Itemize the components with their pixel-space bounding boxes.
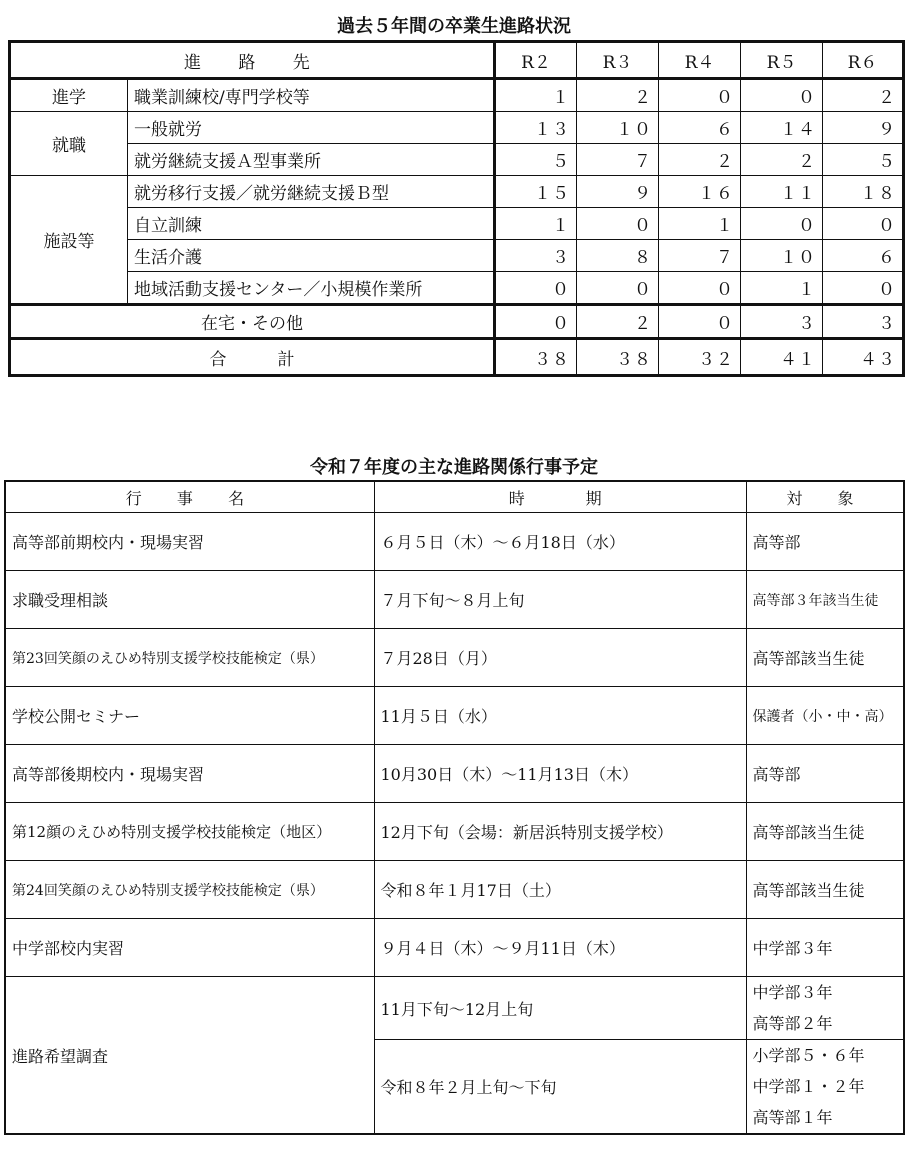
cell-value: ７ (659, 240, 741, 272)
group-shisetsu: 施設等 (10, 176, 128, 305)
event-target: 中学部３年 (746, 919, 904, 977)
cell-value: １８ (823, 176, 904, 208)
survey-period: 11月下旬～12月上旬 (374, 977, 746, 1040)
table-header-row (10, 42, 904, 79)
survey-period: 令和８年２月上旬～下旬 (374, 1040, 746, 1135)
cell-value: ５ (823, 144, 904, 176)
cell-value: ６ (823, 240, 904, 272)
table-row (10, 240, 904, 272)
event-name: 求職受理相談 (5, 571, 374, 629)
cell-value: ０ (659, 272, 741, 305)
cell-value: ２ (577, 79, 659, 112)
table-header-row (5, 481, 904, 513)
event-period: 10月30日（木）～11月13日（木） (374, 745, 746, 803)
cell-value: ０ (741, 208, 823, 240)
survey-target: 小学部５・６年 (752, 1046, 865, 1065)
cell-value: ７ (577, 144, 659, 176)
total-value: ３８ (495, 339, 577, 376)
event-period: ７月28日（月） (374, 629, 746, 687)
table2-title: 令和７年度の主な進路関係行事予定 (310, 457, 598, 478)
row-label: 地域活動支援センター／小規模作業所 (128, 272, 495, 305)
event-header: 行 事 名 (5, 481, 374, 513)
cell-value: ３ (823, 305, 904, 339)
events-table (4, 480, 905, 1135)
cell-value: ０ (659, 305, 741, 339)
table-row (10, 305, 904, 339)
cell-value: ０ (495, 305, 577, 339)
event-period: ９月４日（木）～９月11日（木） (374, 919, 746, 977)
event-target: 高等部 (746, 745, 904, 803)
cell-value: １ (741, 272, 823, 305)
cell-value: ０ (659, 79, 741, 112)
cell-value: ５ (495, 144, 577, 176)
survey-target: 中学部３年 (752, 983, 833, 1002)
survey-targets (746, 1040, 904, 1135)
event-target: 保護者（小・中・高） (746, 687, 904, 745)
event-name: 第23回笑顔のえひめ特別支援学校技能検定（県） (5, 629, 374, 687)
table-row (5, 861, 904, 919)
table-row (5, 687, 904, 745)
cell-value: １０ (741, 240, 823, 272)
year-header: R６ (823, 42, 904, 79)
event-period: ７月下旬～８月上旬 (374, 571, 746, 629)
survey-event-name: 進路希望調査 (5, 977, 374, 1135)
cell-value: ３ (741, 305, 823, 339)
event-name: 第24回笑顔のえひめ特別支援学校技能検定（県） (5, 861, 374, 919)
table-row (10, 112, 904, 144)
survey-target: 中学部１・２年 (752, 1077, 865, 1096)
cell-value: ０ (577, 208, 659, 240)
cell-value: ０ (495, 272, 577, 305)
cell-value: ２ (741, 144, 823, 176)
total-label: 合 計 (10, 339, 495, 376)
cell-value: ８ (577, 240, 659, 272)
total-value: ４１ (741, 339, 823, 376)
year-header: R２ (495, 42, 577, 79)
cell-value: ２ (577, 305, 659, 339)
group-shingaku: 進学 (10, 79, 128, 112)
cell-value: ０ (823, 208, 904, 240)
table-row (5, 977, 904, 1040)
total-value: ３２ (659, 339, 741, 376)
survey-targets (746, 977, 904, 1040)
cell-value: ０ (741, 79, 823, 112)
total-row (10, 339, 904, 376)
event-name: 高等部後期校内・現場実習 (5, 745, 374, 803)
total-value: ３８ (577, 339, 659, 376)
cell-value: １ (659, 208, 741, 240)
table-row (10, 144, 904, 176)
cell-value: ６ (659, 112, 741, 144)
table-row (10, 79, 904, 112)
cell-value: ３ (495, 240, 577, 272)
event-target: 高等部該当生徒 (746, 861, 904, 919)
year-header: R３ (577, 42, 659, 79)
event-name: 学校公開セミナー (5, 687, 374, 745)
year-header: R４ (659, 42, 741, 79)
event-period: 12月下旬（会場：新居浜特別支援学校） (374, 803, 746, 861)
event-target: 高等部３年該当生徒 (746, 571, 904, 629)
table-row (5, 745, 904, 803)
cell-value: １０ (577, 112, 659, 144)
total-value: ４３ (823, 339, 904, 376)
row-label: 職業訓練校/専門学校等 (128, 79, 495, 112)
cell-value: ０ (823, 272, 904, 305)
cell-value: １１ (741, 176, 823, 208)
table-row (10, 176, 904, 208)
table-row (5, 571, 904, 629)
cell-value: ９ (823, 112, 904, 144)
dest-header: 進 路 先 (10, 42, 495, 79)
table-row (5, 513, 904, 571)
event-target: 高等部 (746, 513, 904, 571)
row-label: 自立訓練 (128, 208, 495, 240)
target-header: 対 象 (746, 481, 904, 513)
event-name: 高等部前期校内・現場実習 (5, 513, 374, 571)
row-label: 生活介護 (128, 240, 495, 272)
year-header: R５ (741, 42, 823, 79)
cell-value: ０ (577, 272, 659, 305)
table-row (10, 208, 904, 240)
event-target: 高等部該当生徒 (746, 629, 904, 687)
event-period: 令和８年１月17日（土） (374, 861, 746, 919)
period-header: 時 期 (374, 481, 746, 513)
cell-value: １ (495, 79, 577, 112)
cell-value: ２ (823, 79, 904, 112)
cell-value: １５ (495, 176, 577, 208)
table-row (5, 803, 904, 861)
graduates-table (8, 40, 905, 377)
row-label: 一般就労 (128, 112, 495, 144)
other-label: 在宅・その他 (10, 305, 495, 339)
event-name: 中学部校内実習 (5, 919, 374, 977)
survey-target: 高等部１年 (752, 1108, 833, 1127)
table-row (5, 629, 904, 687)
event-target: 高等部該当生徒 (746, 803, 904, 861)
event-period: 11月５日（水） (374, 687, 746, 745)
row-label: 就労移行支援／就労継続支援Ｂ型 (128, 176, 495, 208)
cell-value: １ (495, 208, 577, 240)
group-shushoku: 就職 (10, 112, 128, 176)
cell-value: ２ (659, 144, 741, 176)
event-name: 第12顔のえひめ特別支援学校技能検定（地区） (5, 803, 374, 861)
event-period: ６月５日（木）～６月18日（水） (374, 513, 746, 571)
cell-value: １３ (495, 112, 577, 144)
table-row (10, 272, 904, 305)
cell-value: ９ (577, 176, 659, 208)
cell-value: １４ (741, 112, 823, 144)
row-label: 就労継続支援Ａ型事業所 (128, 144, 495, 176)
table-row (5, 919, 904, 977)
cell-value: １６ (659, 176, 741, 208)
survey-target: 高等部２年 (752, 1014, 833, 1033)
table1-title: 過去５年間の卒業生進路状況 (337, 16, 571, 37)
